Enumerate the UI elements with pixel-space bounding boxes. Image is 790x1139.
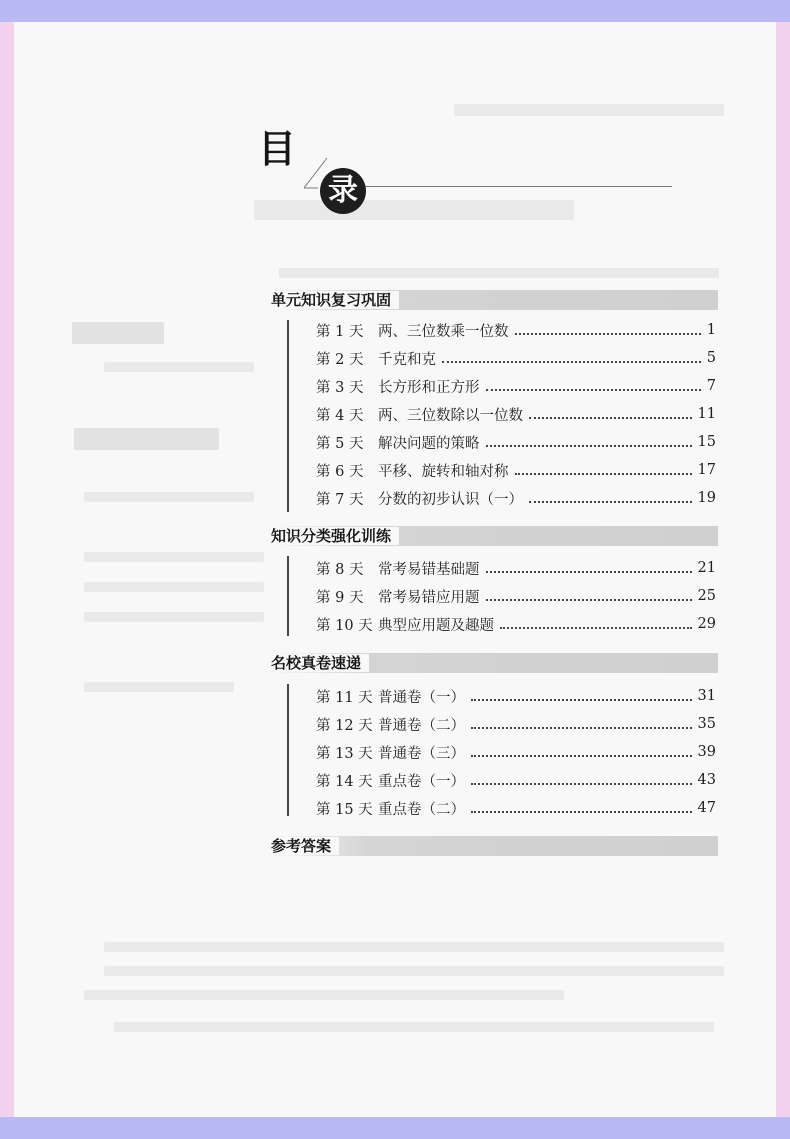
dot-leader <box>442 361 701 363</box>
bleed-through-mark <box>84 582 264 592</box>
toc-entry[interactable] <box>316 556 716 580</box>
dot-leader <box>486 389 701 391</box>
entry-title: 解决问题的策略 <box>378 435 480 452</box>
bleed-through-mark <box>84 552 264 562</box>
top-frame-band <box>0 0 790 22</box>
entry-day: 第 5 天 <box>316 435 364 452</box>
section-heading-label: 参考答案 <box>271 837 339 855</box>
section-heading-label: 知识分类强化训练 <box>271 527 399 545</box>
dot-leader <box>529 501 692 503</box>
entry-page: 35 <box>697 716 716 732</box>
toc-entry[interactable] <box>316 458 716 482</box>
toc-entry[interactable] <box>316 740 716 764</box>
entry-page: 25 <box>697 588 716 604</box>
dot-leader <box>471 811 692 813</box>
entry-page: 31 <box>697 688 716 704</box>
section-heading-label: 单元知识复习巩固 <box>271 291 399 309</box>
section-vertical-bar <box>287 684 289 816</box>
dot-leader <box>471 699 692 701</box>
bleed-through-mark <box>279 268 719 278</box>
toc-entry[interactable] <box>316 768 716 792</box>
section-vertical-bar <box>287 320 289 512</box>
entry-title: 长方形和正方形 <box>378 379 480 396</box>
entry-title: 两、三位数乘一位数 <box>378 323 509 340</box>
entry-title: 普通卷（二） <box>378 717 465 734</box>
entry-day: 第 1 天 <box>316 323 364 340</box>
entry-page: 43 <box>697 772 716 788</box>
toc-title-char-1: 目 <box>258 126 297 171</box>
toc-entry[interactable] <box>316 486 716 510</box>
toc-entry[interactable] <box>316 584 716 608</box>
dot-leader <box>486 445 692 447</box>
entry-page: 39 <box>697 744 716 760</box>
entry-title: 千克和克 <box>378 351 436 368</box>
dot-leader <box>486 571 692 573</box>
entry-page: 1 <box>706 322 716 338</box>
dot-leader <box>486 599 692 601</box>
entry-title: 分数的初步认识（一） <box>378 491 523 508</box>
entry-title: 典型应用题及趣题 <box>378 617 494 634</box>
entry-title: 普通卷（三） <box>378 745 465 762</box>
entry-title: 两、三位数除以一位数 <box>378 407 523 424</box>
entry-day: 第 8 天 <box>316 561 364 578</box>
section-heading[interactable] <box>271 836 718 856</box>
toc-entry[interactable] <box>316 374 716 398</box>
entry-day: 第 15 天 <box>316 801 373 818</box>
entry-day: 第 9 天 <box>316 589 364 606</box>
bleed-through-mark <box>84 682 234 692</box>
entry-day: 第 2 天 <box>316 351 364 368</box>
entry-page: 21 <box>697 560 716 576</box>
bleed-through-mark <box>114 1022 714 1032</box>
title-underline <box>332 186 672 187</box>
entry-day: 第 7 天 <box>316 491 364 508</box>
toc-entry[interactable] <box>316 684 716 708</box>
entry-page: 29 <box>697 616 716 632</box>
bleed-through-mark <box>84 990 564 1000</box>
bottom-frame-band <box>0 1117 790 1139</box>
entry-day: 第 11 天 <box>316 689 373 706</box>
entry-page: 5 <box>706 350 716 366</box>
entry-day: 第 12 天 <box>316 717 373 734</box>
entry-day: 第 4 天 <box>316 407 364 424</box>
dot-leader <box>500 627 692 629</box>
toc-entry[interactable] <box>316 346 716 370</box>
section-heading <box>271 526 718 546</box>
entry-title: 重点卷（一） <box>378 773 465 790</box>
entry-title: 常考易错应用题 <box>378 589 480 606</box>
section-vertical-bar <box>287 556 289 636</box>
dot-leader <box>471 783 692 785</box>
entry-day: 第 14 天 <box>316 773 373 790</box>
dot-leader <box>471 727 692 729</box>
entry-page: 47 <box>697 800 716 816</box>
toc-entry[interactable] <box>316 318 716 342</box>
entry-page: 11 <box>697 406 716 422</box>
bleed-through-mark <box>84 612 264 622</box>
toc-title-char-2: 录 <box>320 168 366 214</box>
entry-page: 7 <box>706 378 716 394</box>
section-heading-label: 名校真卷速递 <box>271 654 369 672</box>
dot-leader <box>515 333 701 335</box>
bleed-through-mark <box>84 492 254 502</box>
toc-entry[interactable] <box>316 612 716 636</box>
bleed-through-mark <box>104 966 724 976</box>
title-slash-decoration <box>14 22 776 242</box>
toc-entry[interactable] <box>316 796 716 820</box>
entry-page: 19 <box>697 490 716 506</box>
entry-day: 第 6 天 <box>316 463 364 480</box>
bleed-through-mark <box>74 428 219 450</box>
dot-leader <box>529 417 692 419</box>
section-heading <box>271 653 718 673</box>
toc-page <box>14 22 776 1117</box>
entry-page: 15 <box>697 434 716 450</box>
entry-title: 平移、旋转和轴对称 <box>378 463 509 480</box>
dot-leader <box>471 755 692 757</box>
entry-day: 第 3 天 <box>316 379 364 396</box>
toc-entry[interactable] <box>316 430 716 454</box>
toc-entry[interactable] <box>316 712 716 736</box>
entry-title: 重点卷（二） <box>378 801 465 818</box>
left-frame-band <box>0 22 14 1117</box>
entry-page: 17 <box>697 462 716 478</box>
toc-entry[interactable] <box>316 402 716 426</box>
dot-leader <box>515 473 692 475</box>
entry-day: 第 13 天 <box>316 745 373 762</box>
bleed-through-mark <box>72 322 164 344</box>
bleed-through-mark <box>104 362 254 372</box>
entry-title: 普通卷（一） <box>378 689 465 706</box>
entry-day: 第 10 天 <box>316 617 373 634</box>
entry-title: 常考易错基础题 <box>378 561 480 578</box>
section-heading <box>271 290 718 310</box>
right-frame-band <box>776 22 790 1117</box>
bleed-through-mark <box>104 942 724 952</box>
